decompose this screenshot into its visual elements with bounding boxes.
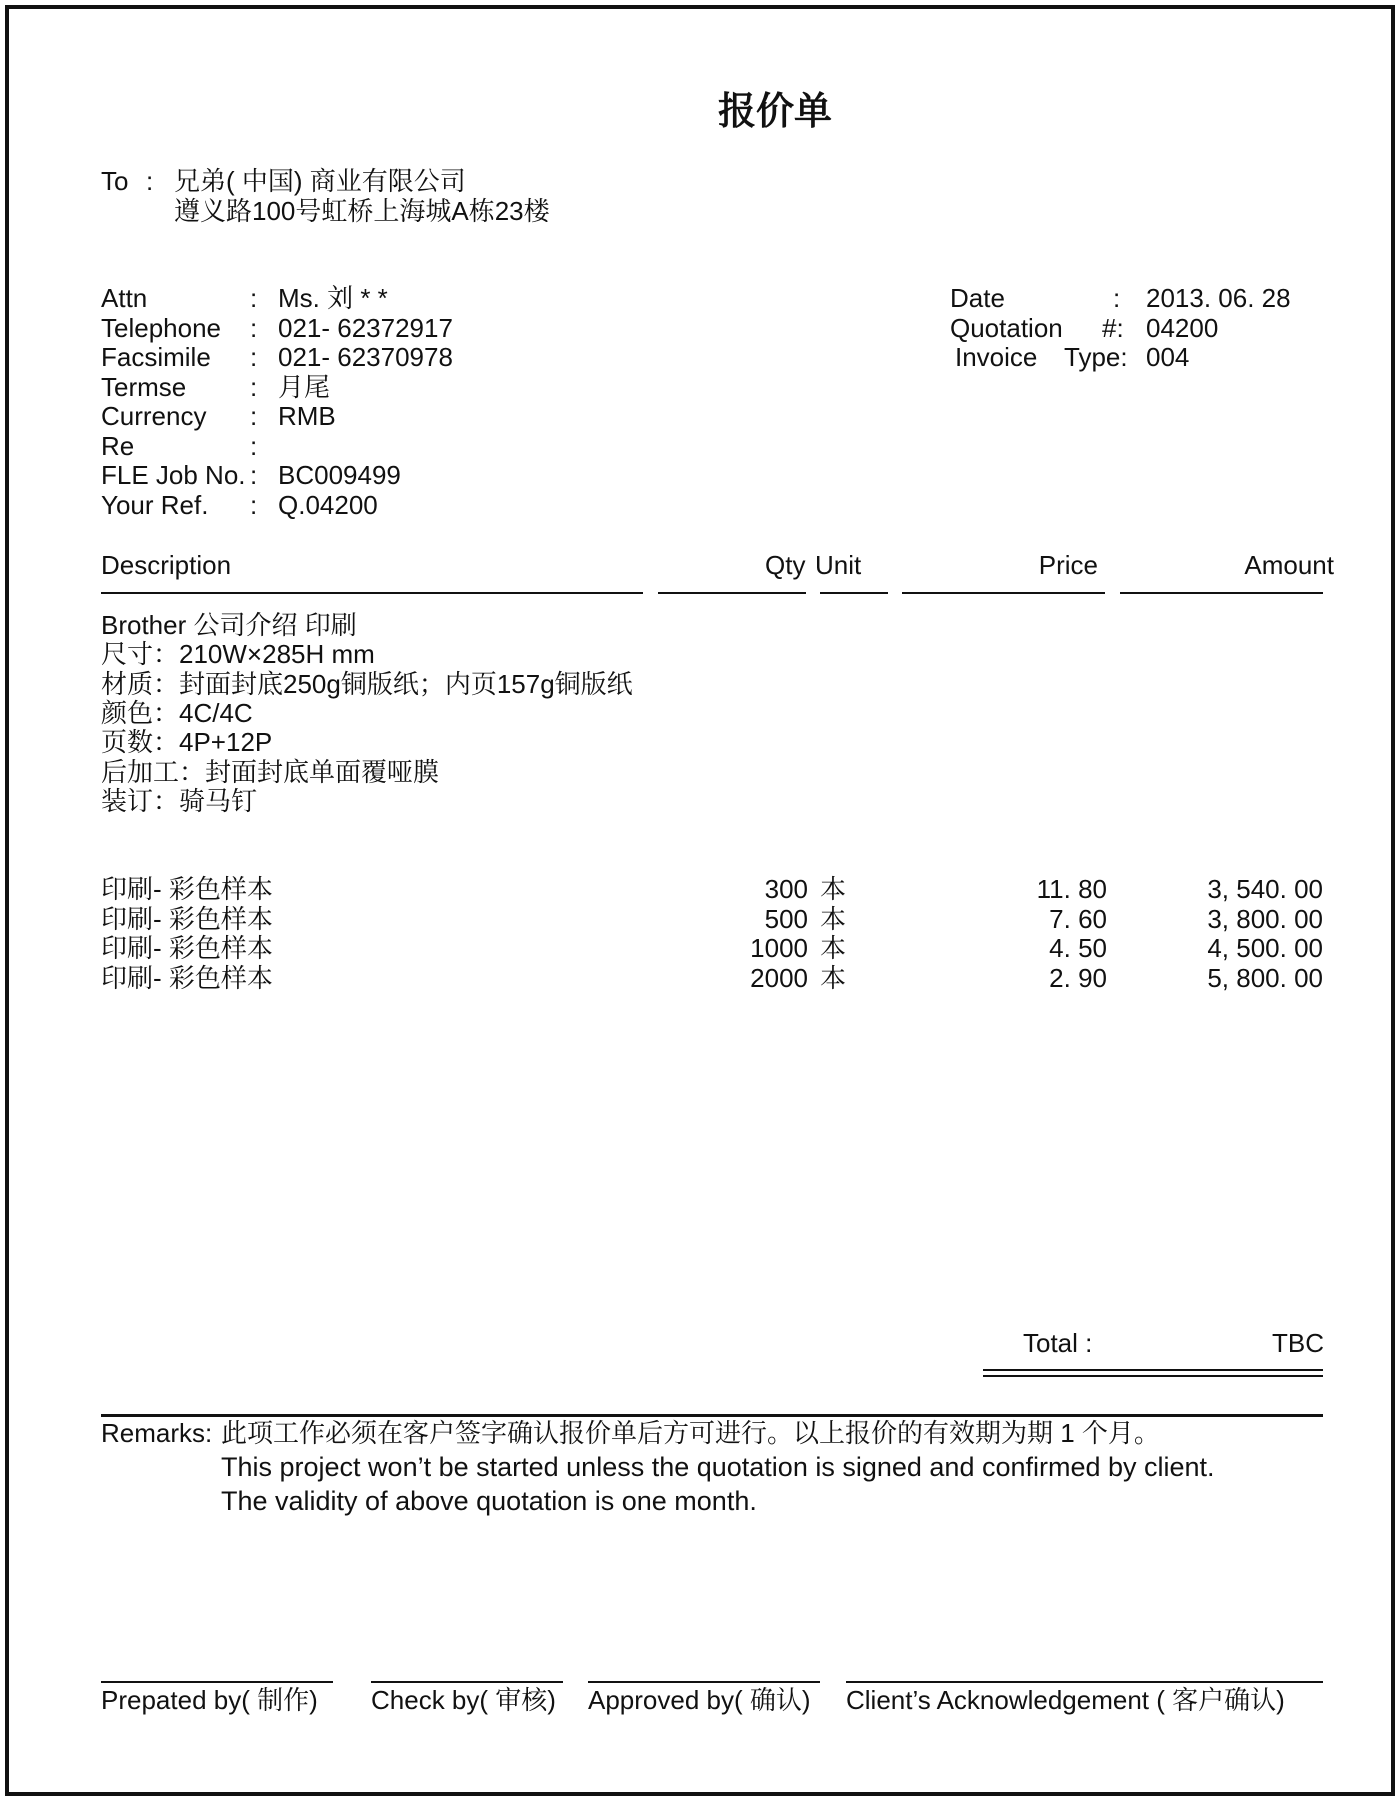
remarks-english-2: The validity of above quotation is one month.: [221, 1486, 757, 1516]
item-qty: 500: [764, 904, 808, 934]
item-amount: 3, 540. 00: [1207, 874, 1323, 904]
spec-line: 颜色：4C/4C: [101, 698, 253, 728]
col-header-price: Price: [1038, 550, 1098, 580]
job-no-label: FLE Job No.: [101, 460, 246, 490]
spec-line: Brother 公司介绍 印刷: [101, 610, 357, 640]
date-label: Date: [950, 283, 1005, 313]
item-price: 2. 90: [1049, 963, 1107, 993]
remarks-chinese: 此项工作必须在客户签字确认报价单后方可进行。以上报价的有效期为期 1 个月。: [221, 1418, 1160, 1448]
attn-value: Ms. 刘 * *: [278, 283, 388, 313]
item-qty: 300: [764, 874, 808, 904]
signature-prepared-by: Prepated by( 制作): [101, 1685, 318, 1715]
item-amount: 5, 800. 00: [1207, 963, 1323, 993]
your-ref-value: Q.04200: [278, 490, 378, 520]
remarks-label: Remarks:: [101, 1418, 213, 1448]
col-header-unit: Unit: [815, 550, 862, 580]
job-no-value: BC009499: [278, 460, 401, 490]
to-colon: :: [146, 166, 154, 196]
your-ref-label: Your Ref.: [101, 490, 209, 520]
invoice-value: 004: [1146, 342, 1190, 372]
item-description: 印刷- 彩色样本: [101, 874, 273, 904]
currency-colon: :: [250, 401, 258, 431]
spec-line: 材质：封面封底250g铜版纸；内页157g铜版纸: [101, 669, 633, 699]
remarks-rule: [101, 1414, 1323, 1417]
telephone-label: Telephone: [101, 313, 221, 343]
item-qty: 2000: [750, 963, 808, 993]
remarks-english-1: This project won’t be started unless the quotation is signed and confirmed by client.: [221, 1452, 1215, 1482]
total-label: Total :: [1023, 1328, 1093, 1358]
re-colon: :: [250, 431, 258, 461]
signature-check-by: Check by( 审核): [371, 1685, 556, 1715]
facsimile-value: 021- 62370978: [278, 342, 453, 372]
spec-line: 后加工：封面封底单面覆哑膜: [101, 757, 440, 787]
col-header-description: Description: [101, 550, 232, 580]
quotation-colon: #:: [1102, 313, 1124, 343]
currency-value: RMB: [278, 401, 336, 431]
item-price: 4. 50: [1049, 933, 1107, 963]
facsimile-label: Facsimile: [101, 342, 211, 372]
date-value: 2013. 06. 28: [1146, 283, 1291, 313]
telephone-value: 021- 62372917: [278, 313, 453, 343]
total-value: TBC: [1272, 1328, 1324, 1358]
col-rule-description: [101, 592, 643, 594]
item-unit: 本: [820, 963, 847, 993]
col-rule-price: [902, 592, 1105, 594]
item-description: 印刷- 彩色样本: [101, 933, 273, 963]
total-rule-top: [983, 1369, 1323, 1371]
to-address: 遵义路100号虹桥上海城A栋23楼: [174, 196, 550, 226]
attn-label: Attn: [101, 283, 148, 313]
currency-label: Currency: [101, 401, 207, 431]
page-title: 报价单: [717, 91, 832, 133]
terms-label: Termse: [101, 372, 187, 402]
signature-line-approved: [588, 1681, 820, 1683]
signature-line-prepared: [101, 1681, 333, 1683]
item-description: 印刷- 彩色样本: [101, 904, 273, 934]
item-qty: 1000: [750, 933, 808, 963]
spec-line: 装订：骑马钉: [101, 786, 258, 816]
terms-value: 月尾: [278, 372, 331, 402]
item-unit: 本: [820, 933, 847, 963]
invoice-colon: Type:: [1064, 342, 1128, 372]
your-ref-colon: :: [250, 490, 258, 520]
item-amount: 3, 800. 00: [1207, 904, 1323, 934]
item-unit: 本: [820, 904, 847, 934]
col-header-amount: Amount: [1244, 550, 1334, 580]
total-rule-bottom: [983, 1375, 1323, 1377]
spec-line: 页数：4P+12P: [101, 727, 273, 757]
item-amount: 4, 500. 00: [1207, 933, 1323, 963]
col-rule-unit: [820, 592, 888, 594]
col-rule-qty: [658, 592, 806, 594]
invoice-label: Invoice: [955, 342, 1038, 372]
quotation-value: 04200: [1146, 313, 1219, 343]
col-header-qty: Qty: [765, 550, 806, 580]
signature-client-acknowledgement: Client’s Acknowledgement ( 客户确认): [846, 1685, 1285, 1715]
attn-colon: :: [250, 283, 258, 313]
spec-line: 尺寸：210W×285H mm: [101, 639, 375, 669]
signature-line-check: [371, 1681, 563, 1683]
signature-approved-by: Approved by( 确认): [588, 1685, 811, 1715]
re-label: Re: [101, 431, 135, 461]
signature-line-client: [846, 1681, 1323, 1683]
item-price: 7. 60: [1049, 904, 1107, 934]
to-label: To: [101, 166, 129, 196]
item-price: 11. 80: [1036, 874, 1107, 904]
job-no-colon: :: [250, 460, 258, 490]
terms-colon: :: [250, 372, 258, 402]
telephone-colon: :: [250, 313, 258, 343]
facsimile-colon: :: [250, 342, 258, 372]
col-rule-amount: [1120, 592, 1323, 594]
item-unit: 本: [820, 874, 847, 904]
to-company: 兄弟( 中国) 商业有限公司: [174, 166, 466, 196]
date-colon: :: [1113, 283, 1121, 313]
quotation-label: Quotation: [950, 313, 1063, 343]
item-description: 印刷- 彩色样本: [101, 963, 273, 993]
